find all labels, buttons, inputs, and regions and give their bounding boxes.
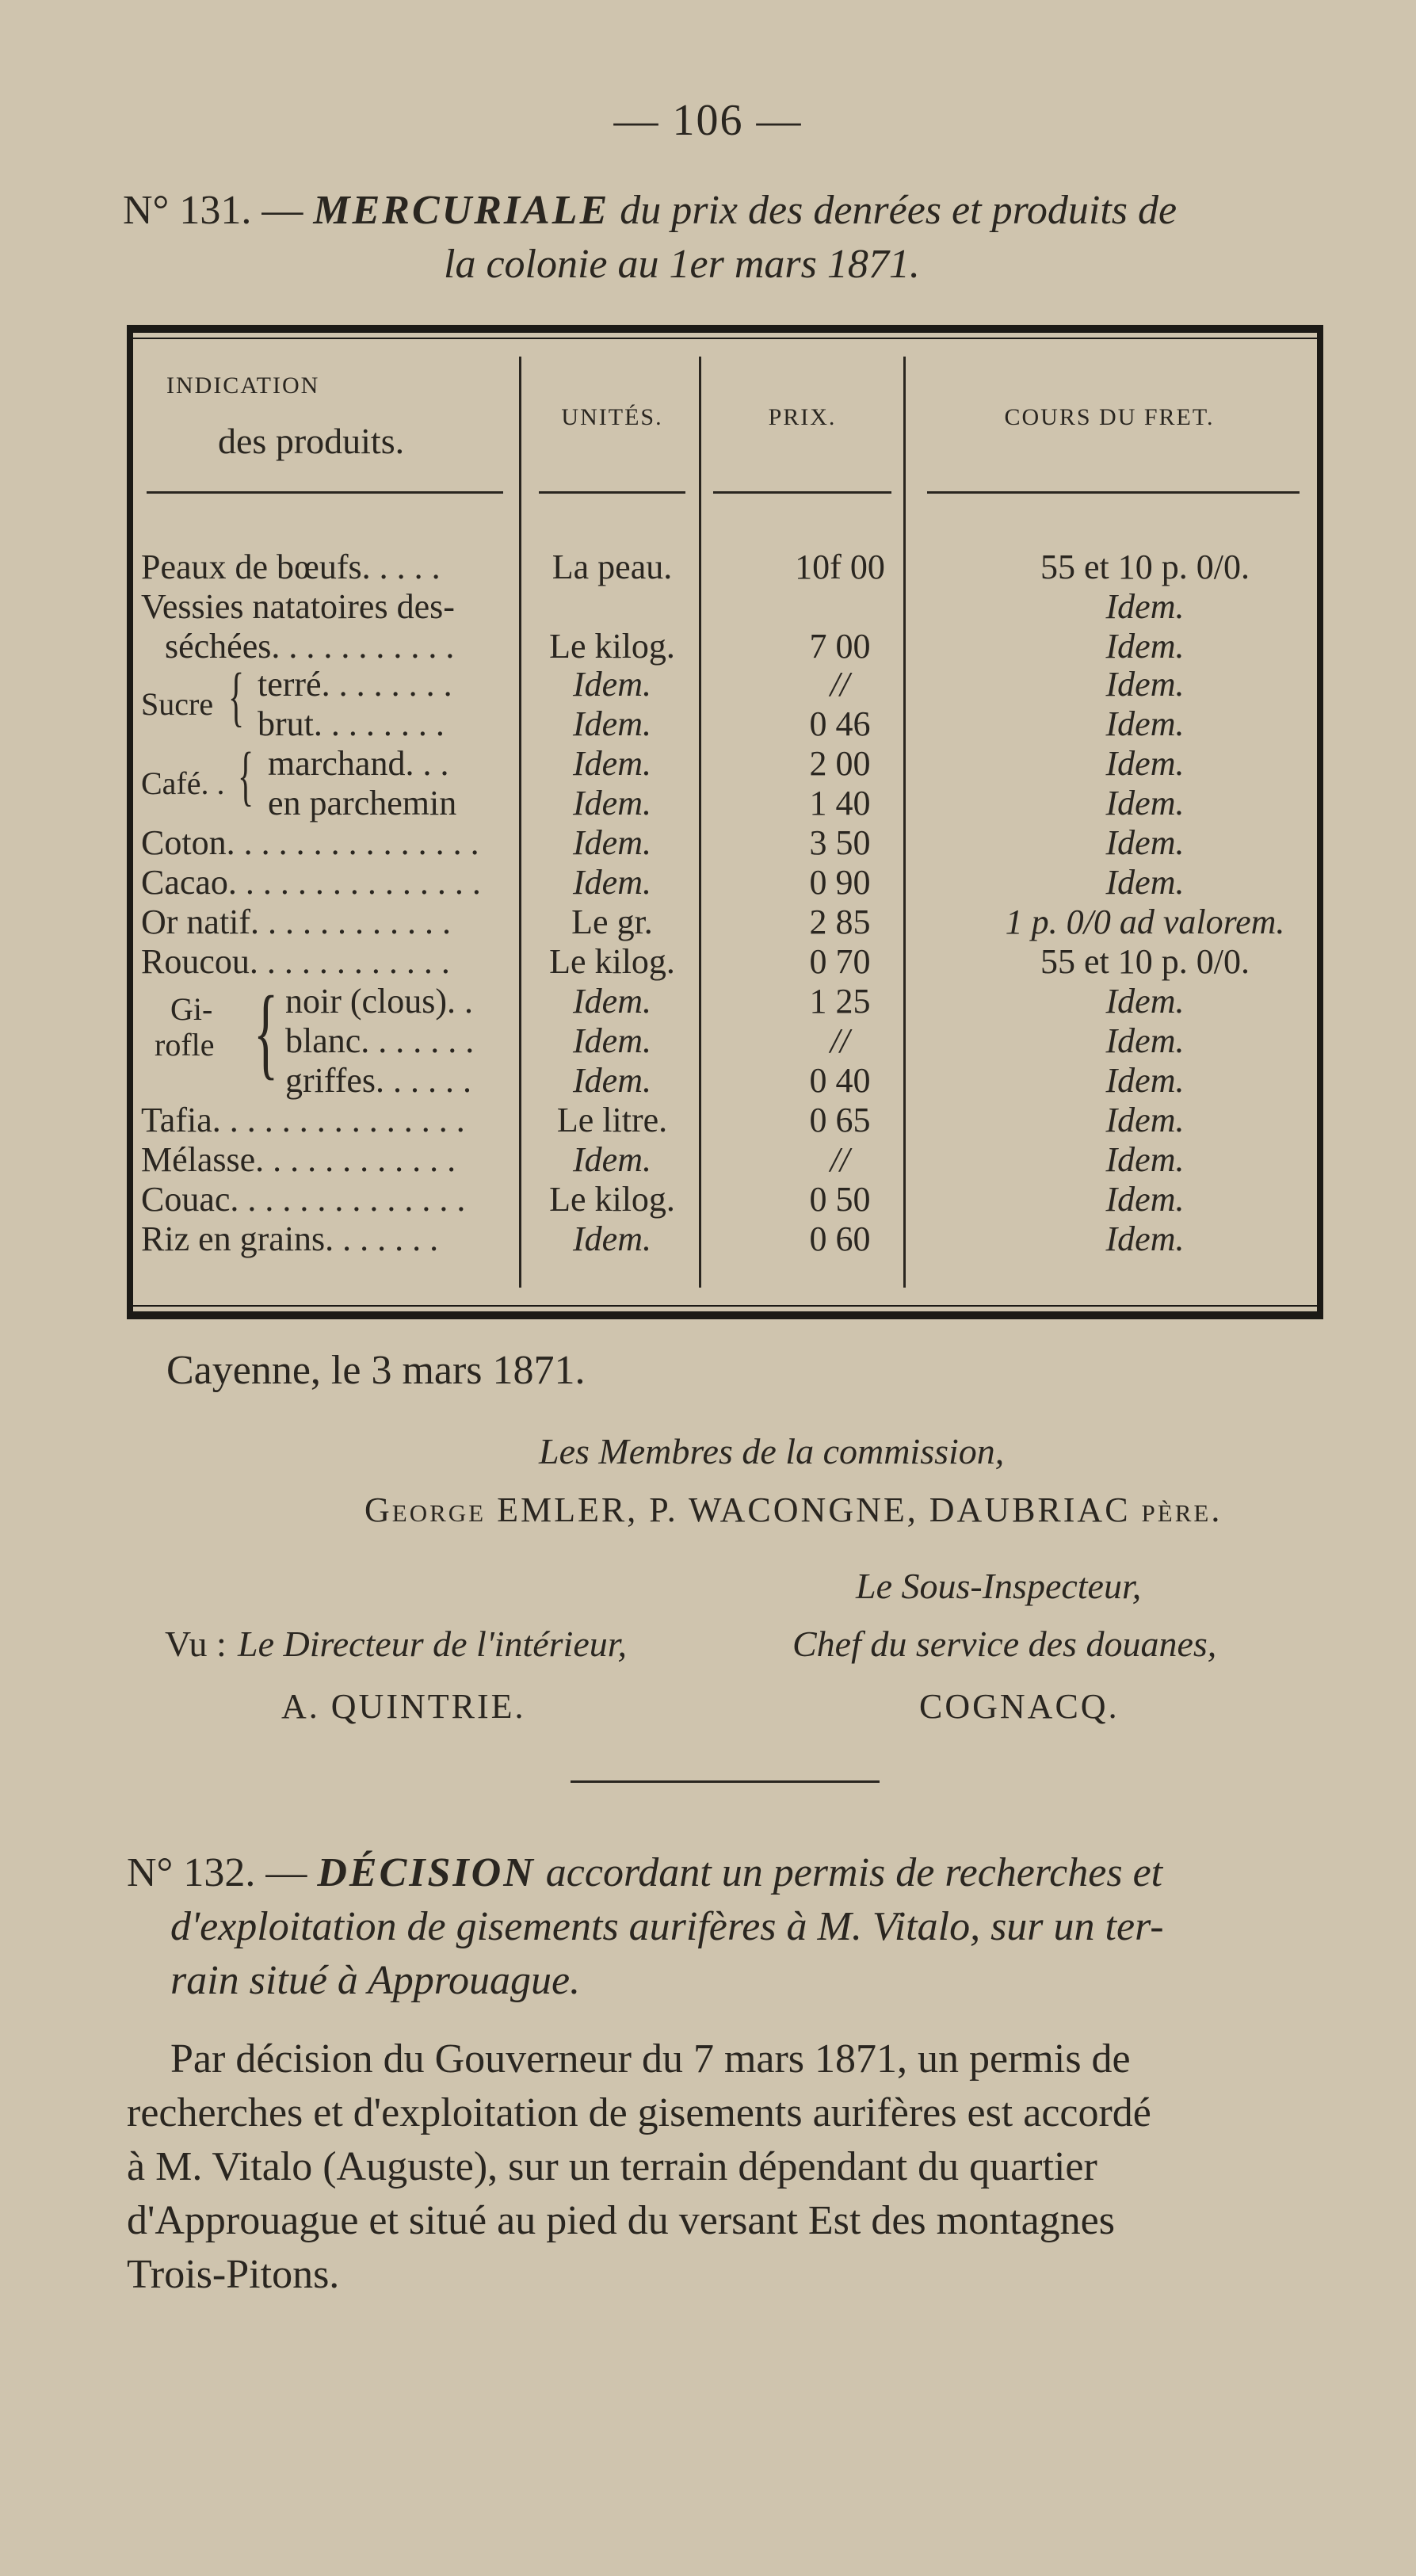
cell-fret: Idem. xyxy=(1105,665,1185,704)
cell-unite: Idem. xyxy=(573,1021,651,1060)
doc131-title-line2: la colonie au 1er mars 1871. xyxy=(444,242,920,287)
cell-prix: 3 50 xyxy=(809,823,871,862)
doc132-body-line: à M. Vitalo (Auguste), sur un terrain dépendant du quartier xyxy=(127,2144,1097,2189)
cell-unite: Le kilog. xyxy=(549,1180,675,1219)
cell-prix: 0 90 xyxy=(809,863,871,902)
doc131-number: N° 131. xyxy=(123,188,252,233)
cell-unite: Idem. xyxy=(573,1140,651,1179)
cell-fret: Idem. xyxy=(1105,587,1185,626)
brace-girofle: { xyxy=(254,975,279,1090)
cell-unite: Le litre. xyxy=(556,1101,668,1139)
cell-produit: en parchemin xyxy=(268,784,457,822)
cell-unite: Idem. xyxy=(573,704,651,743)
members-names: George EMLER, P. WACONGNE, DAUBRIAC père. xyxy=(364,1490,1223,1529)
header-sep-2 xyxy=(539,491,685,494)
cell-unite: Idem. xyxy=(573,665,651,704)
cell-fret: Idem. xyxy=(1105,704,1185,743)
table-row xyxy=(127,1021,1323,1062)
section-separator xyxy=(571,1780,880,1783)
cell-unite: Idem. xyxy=(573,982,651,1021)
doc132-title-caps: DÉCISION xyxy=(317,1850,536,1895)
cell-unite: Le gr. xyxy=(571,903,653,941)
table-row xyxy=(127,941,1323,983)
cell-prix: // xyxy=(830,1140,850,1179)
cell-fret: Idem. xyxy=(1105,1101,1185,1139)
group-label-girofle-2: rofle xyxy=(155,1027,215,1063)
director-title: Le Directeur de l'intérieur, xyxy=(238,1624,628,1664)
cell-prix: 10f 00 xyxy=(795,548,885,586)
cell-fret: Idem. xyxy=(1105,1140,1185,1179)
cell-produit: Riz en grains. . . . . . . xyxy=(141,1219,439,1258)
cell-produit: terré. . . . . . . . xyxy=(258,665,452,704)
director-name: A. QUINTRIE. xyxy=(281,1687,526,1726)
table-row xyxy=(127,1179,1323,1220)
subinspector-name: COGNACQ. xyxy=(919,1687,1120,1726)
doc131-title-line1 xyxy=(123,184,1327,238)
doc132-title-rest: accordant un permis de recherches et xyxy=(545,1850,1163,1895)
cell-unite: Idem. xyxy=(573,823,651,862)
cell-produit: Coton. . . . . . . . . . . . . . . xyxy=(141,823,479,862)
doc132-body-line: Trois-Pitons. xyxy=(127,2252,340,2297)
table-row xyxy=(127,1219,1323,1260)
doc132-title-line1 xyxy=(127,1846,1331,1900)
vu-label: Vu : xyxy=(165,1624,227,1664)
table-row xyxy=(127,981,1323,1022)
cell-unite: Idem. xyxy=(573,784,651,822)
header-produits: des produits. xyxy=(218,421,405,461)
doc131-title-rest: du prix des denrées et produits de xyxy=(620,188,1177,233)
table-row xyxy=(127,704,1323,745)
cell-produit: Vessies natatoires des- xyxy=(141,587,455,626)
group-label-cafe: Café. . xyxy=(141,765,225,801)
doc132-title-line2: d'exploitation de gisements aurifères à M. Vitalo, sur un ter- xyxy=(170,1904,1164,1949)
cell-prix: 1 25 xyxy=(809,982,871,1021)
cell-produit: marchand. . . xyxy=(268,744,449,783)
mercuriale-table xyxy=(127,325,1323,1319)
cell-prix: 2 85 xyxy=(809,903,871,941)
table-row xyxy=(127,547,1323,588)
cell-unite: Idem. xyxy=(573,1219,651,1258)
cell-fret: Idem. xyxy=(1105,627,1185,666)
subinspector-title-2: Chef du service des douanes, xyxy=(792,1624,1217,1664)
cell-prix: 0 70 xyxy=(809,942,871,981)
table-row xyxy=(127,626,1323,667)
cell-unite: Idem. xyxy=(573,863,651,902)
cell-fret: Idem. xyxy=(1105,1219,1185,1258)
cell-fret: Idem. xyxy=(1105,863,1185,902)
table-row xyxy=(127,586,1323,628)
brace-cafe: { xyxy=(238,739,254,813)
table-row xyxy=(127,902,1323,943)
cell-prix: 0 40 xyxy=(809,1061,871,1100)
table-row xyxy=(127,783,1323,824)
page-number: — 106 — xyxy=(613,96,803,145)
cell-fret: Idem. xyxy=(1105,1021,1185,1060)
cell-prix: 0 65 xyxy=(809,1101,871,1139)
cell-unite: La peau. xyxy=(552,548,673,586)
place-date: Cayenne, le 3 mars 1871. xyxy=(166,1348,586,1393)
doc132-body-line: d'Approuague et situé au pied du versant Est des montagnes xyxy=(127,2198,1115,2243)
doc131-title-caps: MERCURIALE xyxy=(313,188,610,233)
cell-produit: Cacao. . . . . . . . . . . . . . . xyxy=(141,863,481,902)
header-prix: PRIX. xyxy=(768,404,837,430)
header-unites: UNITÉS. xyxy=(561,404,663,430)
cell-prix: 0 50 xyxy=(809,1180,871,1219)
cell-fret: Idem. xyxy=(1105,1061,1185,1100)
cell-produit: Couac. . . . . . . . . . . . . . xyxy=(141,1180,466,1219)
cell-unite: Le kilog. xyxy=(549,627,675,666)
doc132-dash: — xyxy=(265,1850,307,1895)
table-row xyxy=(127,664,1323,705)
table-row xyxy=(127,862,1323,903)
cell-unite: Idem. xyxy=(573,744,651,783)
cell-produit: griffes. . . . . . xyxy=(285,1061,472,1100)
cell-prix: // xyxy=(830,665,850,704)
table-row xyxy=(127,1100,1323,1141)
cell-fret: 1 p. 0/0 ad valorem. xyxy=(1005,903,1285,941)
cell-fret: Idem. xyxy=(1105,744,1185,783)
cell-fret: Idem. xyxy=(1105,1180,1185,1219)
cell-fret: Idem. xyxy=(1105,982,1185,1021)
table-row xyxy=(127,743,1323,784)
table-bottom-rule xyxy=(127,1311,1323,1319)
table-top-rule xyxy=(127,325,1323,333)
doc131-dash: — xyxy=(261,188,303,233)
cell-produit: Peaux de bœufs. . . . . xyxy=(141,548,441,586)
doc132-title-line3: rain situé à Approuague. xyxy=(170,1958,581,2003)
table-top-rule-thin xyxy=(127,338,1323,339)
header-sep-3 xyxy=(713,491,891,494)
table-bottom-rule-thin xyxy=(127,1305,1323,1307)
header-sep-1 xyxy=(147,491,503,494)
header-sep-4 xyxy=(927,491,1300,494)
group-label-sucre: Sucre xyxy=(141,686,214,722)
subinspector-title-1: Le Sous-Inspecteur, xyxy=(856,1566,1142,1606)
cell-prix: // xyxy=(830,1021,850,1060)
doc132-number: N° 132. xyxy=(127,1850,256,1895)
table-row xyxy=(127,822,1323,864)
cell-produit: Mélasse. . . . . . . . . . . . xyxy=(141,1140,456,1179)
header-fret: COURS DU FRET. xyxy=(1004,404,1215,430)
brace-sucre: { xyxy=(228,660,245,734)
doc132-body-line: recherches et d'exploitation de gisements aurifères est accordé xyxy=(127,2090,1151,2135)
cell-produit: Tafia. . . . . . . . . . . . . . . xyxy=(141,1101,465,1139)
header-indication: INDICATION xyxy=(166,372,320,399)
cell-fret: 55 et 10 p. 0/0. xyxy=(1040,942,1250,981)
cell-produit: blanc. . . . . . . xyxy=(285,1021,475,1060)
cell-fret: Idem. xyxy=(1105,823,1185,862)
cell-produit: Roucou. . . . . . . . . . . . xyxy=(141,942,450,981)
cell-prix: 7 00 xyxy=(809,627,871,666)
cell-prix: 1 40 xyxy=(809,784,871,822)
cell-unite: Idem. xyxy=(573,1061,651,1100)
doc132-body-line: Par décision du Gouverneur du 7 mars 1871, un permis de xyxy=(170,2036,1131,2082)
cell-prix: 2 00 xyxy=(809,744,871,783)
members-label: Les Membres de la commission, xyxy=(539,1431,1005,1471)
cell-produit: brut. . . . . . . . xyxy=(258,704,445,743)
cell-fret: Idem. xyxy=(1105,784,1185,822)
group-label-girofle-1: Gi- xyxy=(170,991,213,1027)
table-row xyxy=(127,1139,1323,1181)
cell-prix: 0 46 xyxy=(809,704,871,743)
cell-produit: séchées. . . . . . . . . . . xyxy=(165,627,455,666)
cell-produit: noir (clous). . xyxy=(285,982,474,1021)
cell-unite: Le kilog. xyxy=(549,942,675,981)
cell-fret: 55 et 10 p. 0/0. xyxy=(1040,548,1250,586)
table-row xyxy=(127,1060,1323,1101)
cell-prix: 0 60 xyxy=(809,1219,871,1258)
cell-produit: Or natif. . . . . . . . . . . . xyxy=(141,903,452,941)
